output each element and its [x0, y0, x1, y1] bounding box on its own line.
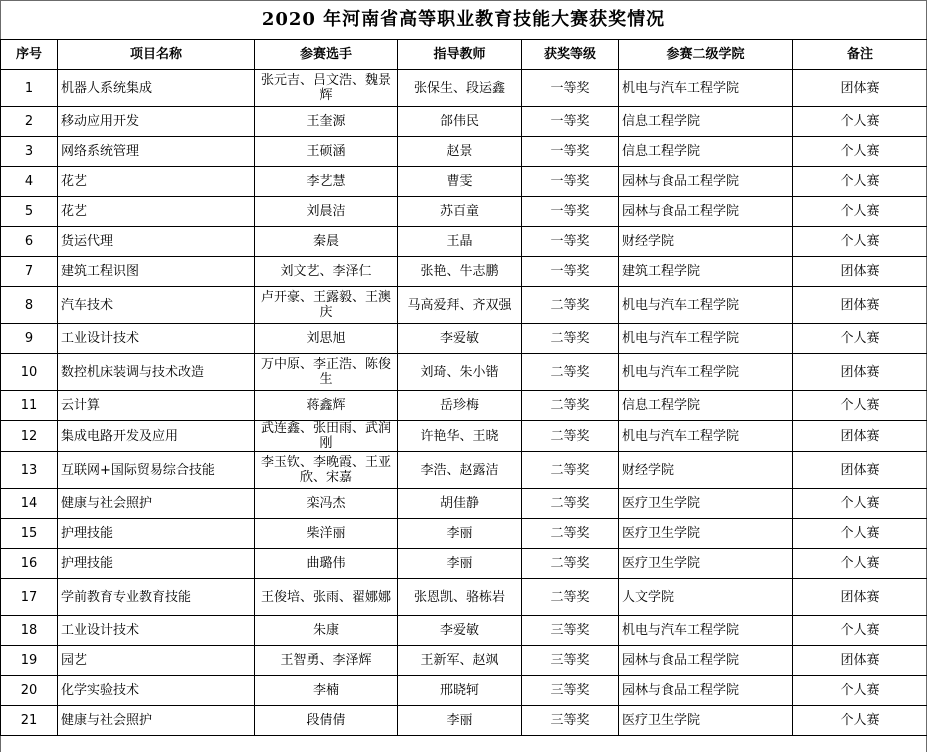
table-row: [1, 489, 927, 519]
cell-award[interactable]: 二等奖: [522, 549, 619, 579]
cell-award[interactable]: 三等奖: [522, 676, 619, 706]
cell-instructors[interactable]: 郃伟民: [398, 107, 522, 137]
cell-instructors[interactable]: 马高爱拜、齐双强: [398, 287, 522, 324]
cell-project[interactable]: 货运代理: [58, 227, 255, 257]
cell-contestants[interactable]: 武连鑫、张田雨、武润刚: [255, 421, 398, 452]
cell-award[interactable]: 二等奖: [522, 287, 619, 324]
cell-project[interactable]: 移动应用开发: [58, 107, 255, 137]
cell-note[interactable]: 团体赛: [793, 257, 927, 287]
cell-note[interactable]: 个人赛: [793, 391, 927, 421]
cell-instructors[interactable]: 李丽: [398, 706, 522, 736]
cell-award[interactable]: 二等奖: [522, 579, 619, 616]
table-row: [1, 167, 927, 197]
awards-table: [0, 39, 927, 736]
cell-index[interactable]: 10: [1, 354, 58, 391]
cell-index[interactable]: 18: [1, 616, 58, 646]
cell-project[interactable]: 健康与社会照护: [58, 706, 255, 736]
cell-note[interactable]: 个人赛: [793, 489, 927, 519]
cell-award[interactable]: 一等奖: [522, 107, 619, 137]
cell-contestants[interactable]: 蒋鑫辉: [255, 391, 398, 421]
table-row: [1, 227, 927, 257]
cell-college[interactable]: 机电与汽车工程学院: [619, 421, 793, 452]
cell-project[interactable]: 数控机床装调与技术改造: [58, 354, 255, 391]
table-row: [1, 257, 927, 287]
cell-index[interactable]: 5: [1, 197, 58, 227]
cell-index[interactable]: 17: [1, 579, 58, 616]
cell-contestants[interactable]: 王奎源: [255, 107, 398, 137]
cell-index[interactable]: 7: [1, 257, 58, 287]
cell-instructors[interactable]: 李丽: [398, 549, 522, 579]
cell-contestants[interactable]: 秦晨: [255, 227, 398, 257]
cell-college[interactable]: 机电与汽车工程学院: [619, 616, 793, 646]
cell-project[interactable]: 网络系统管理: [58, 137, 255, 167]
cell-index[interactable]: 9: [1, 324, 58, 354]
cell-instructors[interactable]: 曹雯: [398, 167, 522, 197]
column-header[interactable]: 备注: [793, 40, 927, 70]
cell-contestants[interactable]: 刘思旭: [255, 324, 398, 354]
cell-instructors[interactable]: 李丽: [398, 519, 522, 549]
cell-index[interactable]: 4: [1, 167, 58, 197]
cell-award[interactable]: 一等奖: [522, 227, 619, 257]
cell-index[interactable]: 12: [1, 421, 58, 452]
cell-contestants[interactable]: 王智勇、李泽辉: [255, 646, 398, 676]
table-row: [1, 70, 927, 107]
cell-college[interactable]: 机电与汽车工程学院: [619, 354, 793, 391]
cell-instructors[interactable]: 李爱敏: [398, 616, 522, 646]
cell-index[interactable]: 13: [1, 452, 58, 489]
cell-instructors[interactable]: 张保生、段运鑫: [398, 70, 522, 107]
table-row: [1, 706, 927, 736]
cell-instructors[interactable]: 邢晓轲: [398, 676, 522, 706]
cell-college[interactable]: 财经学院: [619, 227, 793, 257]
cell-college[interactable]: 医疗卫生学院: [619, 706, 793, 736]
cell-note[interactable]: 团体赛: [793, 421, 927, 452]
cell-index[interactable]: 2: [1, 107, 58, 137]
cell-instructors[interactable]: 王新军、赵飒: [398, 646, 522, 676]
cell-award[interactable]: 一等奖: [522, 137, 619, 167]
cell-instructors[interactable]: 李浩、赵露洁: [398, 452, 522, 489]
cell-index[interactable]: 20: [1, 676, 58, 706]
cell-contestants[interactable]: 段倩倩: [255, 706, 398, 736]
cell-award[interactable]: 一等奖: [522, 197, 619, 227]
table-row: [1, 452, 927, 489]
column-header[interactable]: 获奖等级: [522, 40, 619, 70]
cell-college[interactable]: 财经学院: [619, 452, 793, 489]
cell-award[interactable]: 二等奖: [522, 452, 619, 489]
cell-instructors[interactable]: 苏百童: [398, 197, 522, 227]
cell-award[interactable]: 二等奖: [522, 324, 619, 354]
cell-project[interactable]: 建筑工程识图: [58, 257, 255, 287]
column-header[interactable]: 参赛二级学院: [619, 40, 793, 70]
cell-note[interactable]: 个人赛: [793, 197, 927, 227]
table-row: [1, 354, 927, 391]
table-row: [1, 579, 927, 616]
table-row: [1, 391, 927, 421]
cell-contestants[interactable]: 王硕涵: [255, 137, 398, 167]
cell-project[interactable]: 集成电路开发及应用: [58, 421, 255, 452]
cell-project[interactable]: 机器人系统集成: [58, 70, 255, 107]
cell-index[interactable]: 14: [1, 489, 58, 519]
cell-index[interactable]: 11: [1, 391, 58, 421]
cell-instructors[interactable]: 岳珍梅: [398, 391, 522, 421]
table-row: [1, 324, 927, 354]
cell-college[interactable]: 医疗卫生学院: [619, 519, 793, 549]
cell-award[interactable]: 一等奖: [522, 257, 619, 287]
cell-project[interactable]: 学前教育专业教育技能: [58, 579, 255, 616]
cell-award[interactable]: 三等奖: [522, 646, 619, 676]
cell-index[interactable]: 16: [1, 549, 58, 579]
cell-instructors[interactable]: 胡佳静: [398, 489, 522, 519]
table-row: [1, 549, 927, 579]
cell-college[interactable]: 医疗卫生学院: [619, 549, 793, 579]
cell-note[interactable]: 个人赛: [793, 519, 927, 549]
cell-college[interactable]: 信息工程学院: [619, 107, 793, 137]
cell-contestants[interactable]: 曲璐伟: [255, 549, 398, 579]
cell-contestants[interactable]: 李艺慧: [255, 167, 398, 197]
cell-contestants[interactable]: 栾冯杰: [255, 489, 398, 519]
column-header[interactable]: 参赛选手: [255, 40, 398, 70]
column-header[interactable]: 序号: [1, 40, 58, 70]
cell-award[interactable]: 二等奖: [522, 391, 619, 421]
cell-note[interactable]: 个人赛: [793, 706, 927, 736]
table-row: [1, 676, 927, 706]
cell-award[interactable]: 二等奖: [522, 354, 619, 391]
table-row: [1, 107, 927, 137]
cell-college[interactable]: 园林与食品工程学院: [619, 676, 793, 706]
cell-contestants[interactable]: 柴洋丽: [255, 519, 398, 549]
table-row: [1, 197, 927, 227]
cell-project[interactable]: 园艺: [58, 646, 255, 676]
cell-index[interactable]: 6: [1, 227, 58, 257]
column-header[interactable]: 项目名称: [58, 40, 255, 70]
cell-project[interactable]: 汽车技术: [58, 287, 255, 324]
cell-college[interactable]: 机电与汽车工程学院: [619, 70, 793, 107]
cell-note[interactable]: 个人赛: [793, 676, 927, 706]
cell-college[interactable]: 机电与汽车工程学院: [619, 287, 793, 324]
cell-index[interactable]: 1: [1, 70, 58, 107]
cell-project[interactable]: 工业设计技术: [58, 616, 255, 646]
cell-award[interactable]: 三等奖: [522, 616, 619, 646]
cell-project[interactable]: 健康与社会照护: [58, 489, 255, 519]
cell-college[interactable]: 机电与汽车工程学院: [619, 324, 793, 354]
cell-college[interactable]: 医疗卫生学院: [619, 489, 793, 519]
cell-contestants[interactable]: 万中原、李正浩、陈俊生: [255, 354, 398, 391]
cell-contestants[interactable]: 李玉钦、李晚霞、王亚欣、宋嘉: [255, 452, 398, 489]
cell-note[interactable]: 团体赛: [793, 70, 927, 107]
cell-note[interactable]: 团体赛: [793, 646, 927, 676]
header-row: [1, 40, 927, 70]
cell-instructors[interactable]: 刘琦、朱小锴: [398, 354, 522, 391]
cell-instructors[interactable]: 李爱敏: [398, 324, 522, 354]
table-body: [1, 70, 927, 736]
cell-note[interactable]: 团体赛: [793, 354, 927, 391]
cell-instructors[interactable]: 张恩凯、骆栋岩: [398, 579, 522, 616]
cell-contestants[interactable]: 张元吉、吕文浩、魏景辉: [255, 70, 398, 107]
cell-project[interactable]: 云计算: [58, 391, 255, 421]
cell-project[interactable]: 互联网+国际贸易综合技能: [58, 452, 255, 489]
cell-college[interactable]: 建筑工程学院: [619, 257, 793, 287]
cell-college[interactable]: 人文学院: [619, 579, 793, 616]
column-header[interactable]: 指导教师: [398, 40, 522, 70]
cell-award[interactable]: 二等奖: [522, 519, 619, 549]
cell-note[interactable]: 团体赛: [793, 287, 927, 324]
cell-note[interactable]: 个人赛: [793, 616, 927, 646]
page-title: 2020 年河南省高等职业教育技能大赛获奖情况: [1, 0, 926, 39]
table-row: [1, 519, 927, 549]
cell-award[interactable]: 三等奖: [522, 706, 619, 736]
cell-contestants[interactable]: 刘文艺、李泽仁: [255, 257, 398, 287]
cell-note[interactable]: 团体赛: [793, 452, 927, 489]
cell-project[interactable]: 化学实验技术: [58, 676, 255, 706]
cell-note[interactable]: 个人赛: [793, 167, 927, 197]
cell-college[interactable]: 园林与食品工程学院: [619, 646, 793, 676]
table-row: [1, 646, 927, 676]
cell-index[interactable]: 15: [1, 519, 58, 549]
cell-college[interactable]: 园林与食品工程学院: [619, 197, 793, 227]
cell-award[interactable]: 一等奖: [522, 70, 619, 107]
cell-award[interactable]: 二等奖: [522, 489, 619, 519]
cell-contestants[interactable]: 卢开豪、王露毅、王澳庆: [255, 287, 398, 324]
cell-award[interactable]: 一等奖: [522, 167, 619, 197]
cell-contestants[interactable]: 王俊培、张雨、翟娜娜: [255, 579, 398, 616]
cell-college[interactable]: 园林与食品工程学院: [619, 167, 793, 197]
cell-project[interactable]: 花艺: [58, 167, 255, 197]
cell-contestants[interactable]: 朱康: [255, 616, 398, 646]
cell-project[interactable]: 花艺: [58, 197, 255, 227]
cell-project[interactable]: 工业设计技术: [58, 324, 255, 354]
cell-index[interactable]: 3: [1, 137, 58, 167]
cell-college[interactable]: 信息工程学院: [619, 137, 793, 167]
cell-index[interactable]: 21: [1, 706, 58, 736]
cell-instructors[interactable]: 王晶: [398, 227, 522, 257]
table-row: [1, 421, 927, 452]
cell-project[interactable]: 护理技能: [58, 549, 255, 579]
table-row: [1, 616, 927, 646]
cell-note[interactable]: 团体赛: [793, 579, 927, 616]
cell-note[interactable]: 个人赛: [793, 227, 927, 257]
cell-instructors[interactable]: 许艳华、王晓: [398, 421, 522, 452]
cell-note[interactable]: 个人赛: [793, 549, 927, 579]
cell-award[interactable]: 二等奖: [522, 421, 619, 452]
cell-instructors[interactable]: 赵景: [398, 137, 522, 167]
cell-project[interactable]: 护理技能: [58, 519, 255, 549]
cell-note[interactable]: 个人赛: [793, 137, 927, 167]
cell-college[interactable]: 信息工程学院: [619, 391, 793, 421]
cell-contestants[interactable]: 李楠: [255, 676, 398, 706]
cell-contestants[interactable]: 刘晨洁: [255, 197, 398, 227]
cell-instructors[interactable]: 张艳、牛志鹏: [398, 257, 522, 287]
cell-index[interactable]: 19: [1, 646, 58, 676]
cell-note[interactable]: 个人赛: [793, 107, 927, 137]
table-row: [1, 287, 927, 324]
table-row: [1, 137, 927, 167]
cell-index[interactable]: 8: [1, 287, 58, 324]
cell-note[interactable]: 个人赛: [793, 324, 927, 354]
